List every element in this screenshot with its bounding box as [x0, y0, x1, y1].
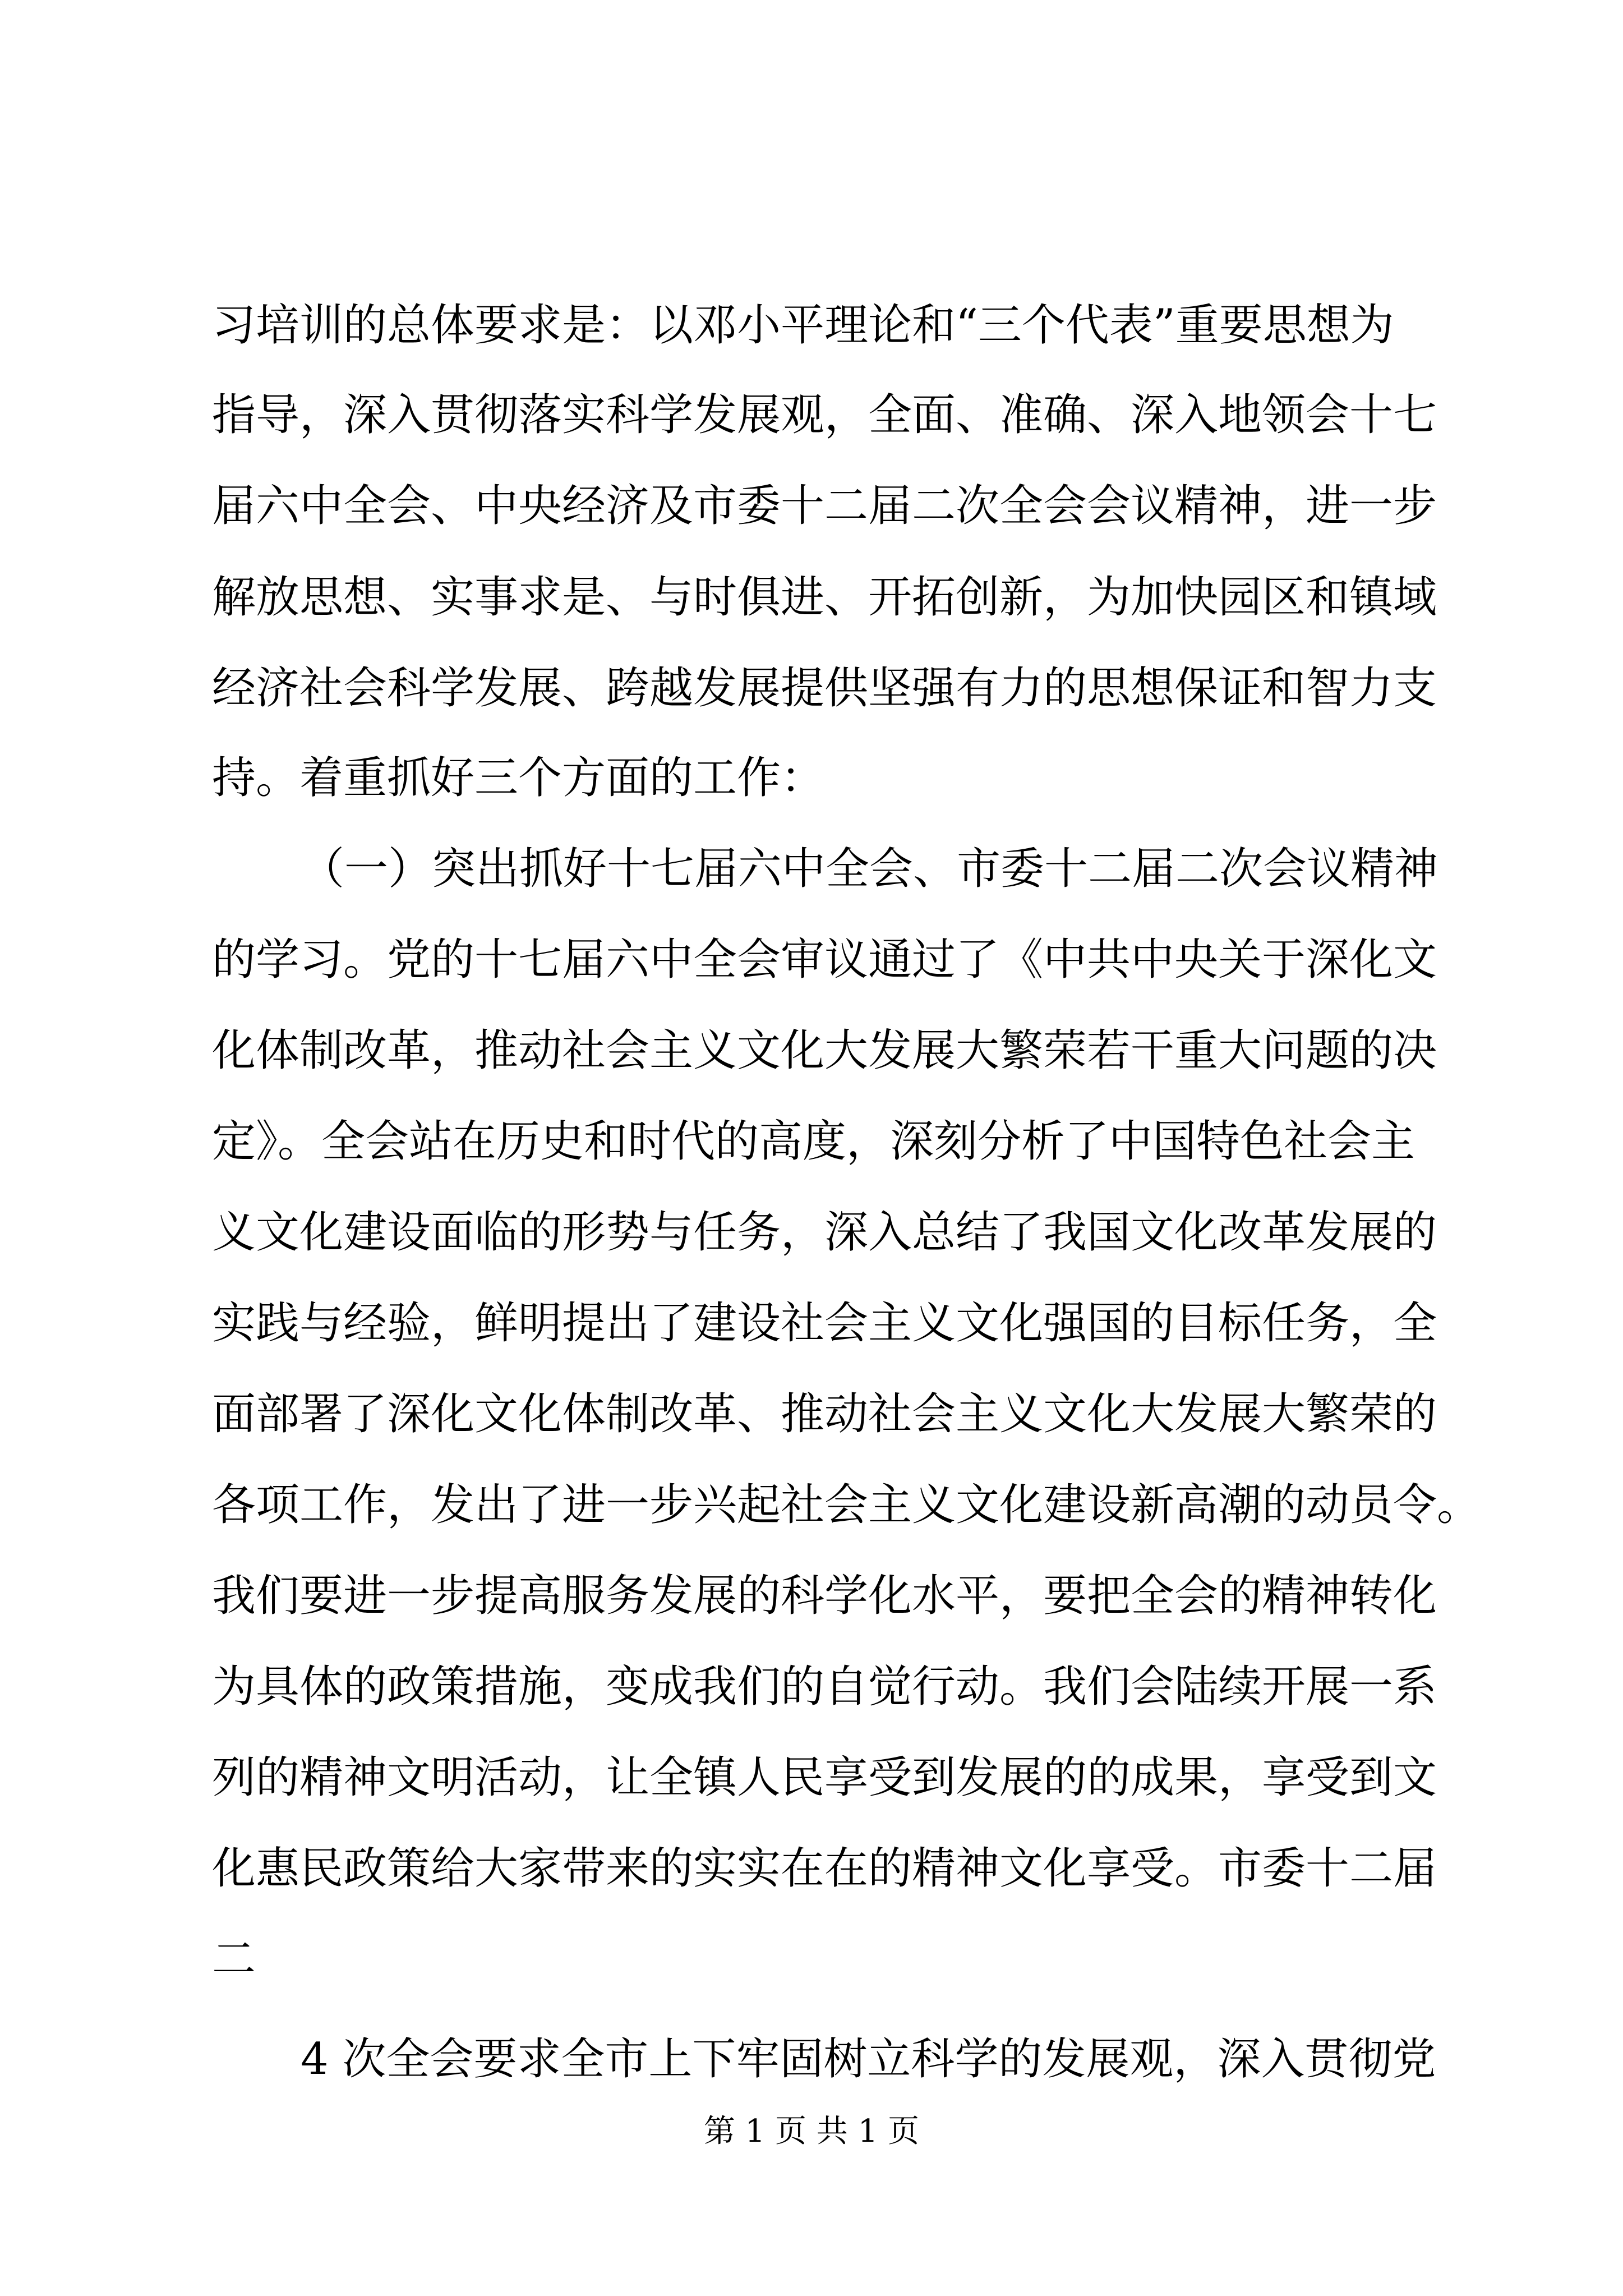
text-line: 义文化建设面临的形势与任务，深入总结了我国文化改革发展的: [212, 1207, 1437, 1258]
text-line: 为具体的政策措施，变成我们的自觉行动。我们会陆续开展一系: [212, 1662, 1437, 1712]
text-line: 列的精神文明活动，让全镇人民享受到发展的的成果，享受到文: [212, 1752, 1437, 1803]
text-line: 二: [212, 1934, 256, 1985]
section-heading-line: （一）突出抓好十七届六中全会、市委十二届二次会议精神: [301, 844, 1438, 894]
text-line: 解放思想、实事求是、与时俱进、开拓创新，为加快园区和镇域: [212, 572, 1437, 623]
page-footer: 第 1 页 共 1 页: [703, 2113, 920, 2150]
text-line: 定》。全会站在历史和时代的高度，深刻分析了中国特色社会主: [212, 1116, 1415, 1167]
text-line: 指导，深入贯彻落实科学发展观，全面、准确、深入地领会十七: [212, 390, 1437, 440]
text-line: 届六中全会、中央经济及市委十二届二次全会会议精神，进一步: [212, 481, 1437, 531]
text-line: 实践与经验，鲜明提出了建设社会主义文化强国的目标任务，全: [212, 1298, 1437, 1349]
text-line: 持。着重抓好三个方面的工作：: [212, 753, 825, 803]
text-line: 4 次全会要求全市上下牢固树立科学的发展观，深入贯彻党: [301, 2034, 1436, 2085]
text-line: 化惠民政策给大家带来的实实在在的精神文化享受。市委十二届: [212, 1843, 1437, 1894]
text-line: 的学习。党的十七届六中全会审议通过了《中共中央关于深化文: [212, 935, 1437, 985]
text-line: 化体制改革，推动社会主义文化大发展大繁荣若干重大问题的决: [212, 1025, 1437, 1076]
text-line: 各项工作，发出了进一步兴起社会主义文化建设新高潮的动员令。: [212, 1480, 1481, 1530]
text-line: 我们要进一步提高服务发展的科学化水平，要把全会的精神转化: [212, 1571, 1437, 1621]
text-line: 习培训的总体要求是：以邓小平理论和“三个代表”重要思想为: [212, 300, 1394, 351]
text-line: 经济社会科学发展、跨越发展提供坚强有力的思想保证和智力支: [212, 663, 1437, 714]
text-line: 面部署了深化文化体制改革、推动社会主义文化大发展大繁荣的: [212, 1389, 1437, 1439]
